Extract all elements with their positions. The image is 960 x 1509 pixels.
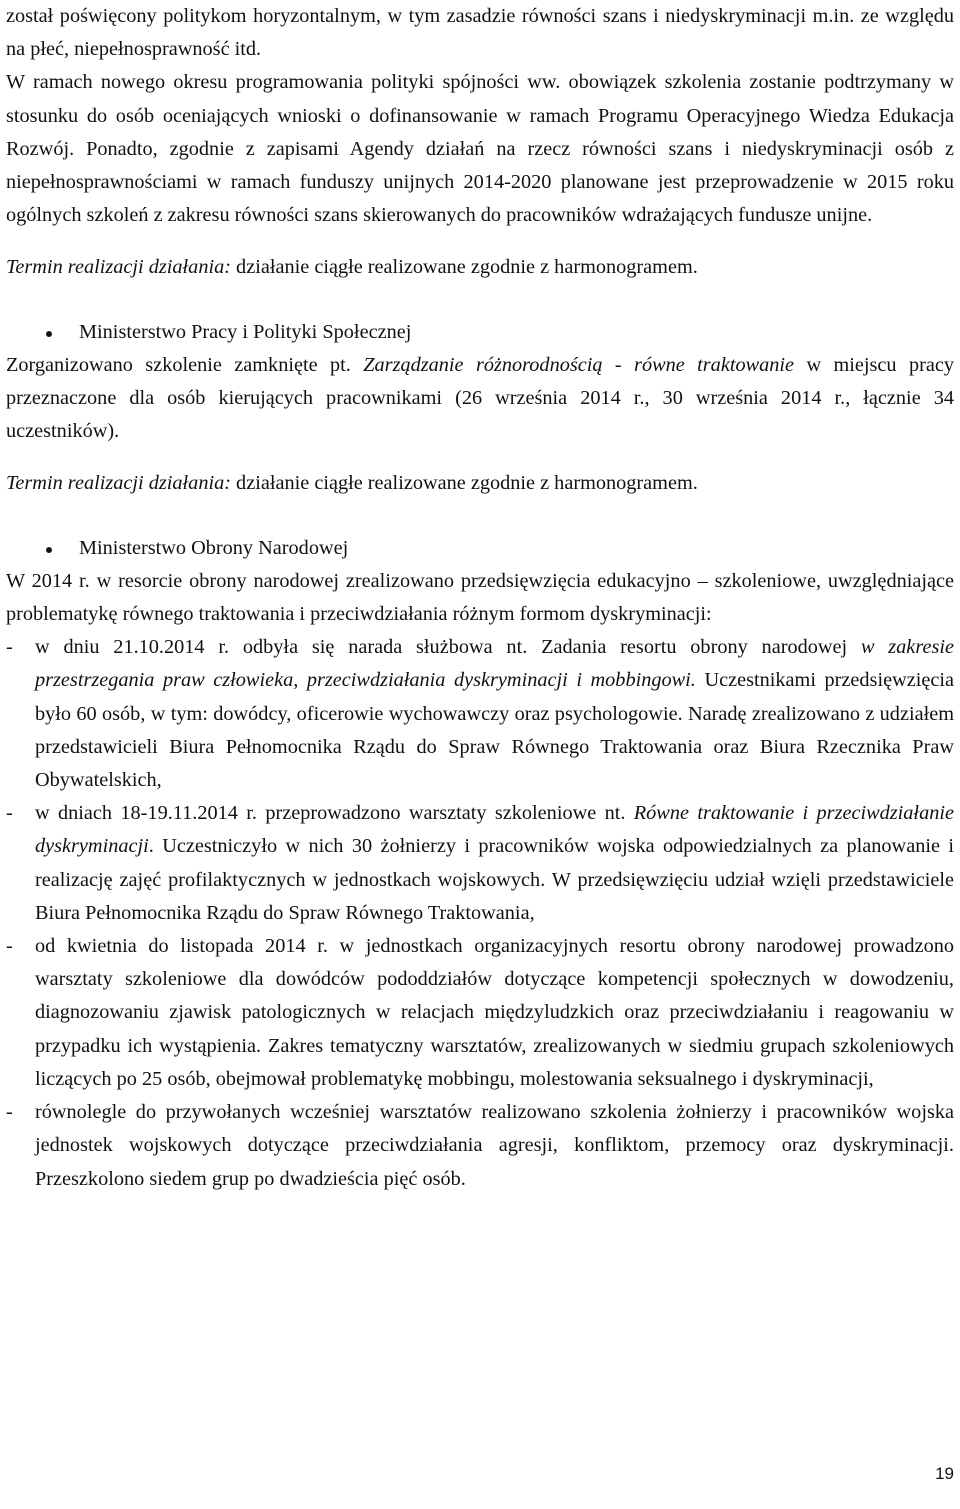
list-item: [6, 797, 954, 930]
dash-marker: -: [6, 636, 13, 659]
item2-text-b: . Uczestniczyło w nich 30 żołnierzy i pracowników wojska odpowiedzialnych za planowanie i realizację zajęć profilaktycznych w jednostkach wojskowych. W przedsięwzięciu udział wzięli przedstawiciele Biura Pełnomocnika Rządu do Spraw Równego Traktowania,: [35, 835, 954, 924]
page-number: 19: [935, 1464, 954, 1483]
term-line-2: [6, 467, 954, 500]
list-item: [6, 631, 954, 797]
list-item: [6, 930, 954, 1096]
bullet-icon: [46, 547, 52, 553]
intro-paragraph: W ramach nowego okresu programowania polityki spójności ww. obowiązek szkolenia zostanie podtrzymany w stosunku do osób oceniających wnioski o dofinansowanie w ramach Programu Operacyjnego Wiedza Edukacja Rozwój. Ponadto, zgodnie z zapisami Agendy działań na rzecz równości szans i niedyskryminacji osób z niepełnosprawnościami w ramach funduszy unijnych 2014-2020 planowane jest przeprowadzenie w 2015 roku ogólnych szkoleń z zakresu równości szans skierowanych do pracowników wdrażających fundusze unijne.: [6, 71, 954, 227]
section-heading-mpips-text: Ministerstwo Pracy i Polityki Społecznej: [79, 320, 412, 343]
mpips-text-b: w miejscu pracy przeznaczone dla osób kierujących pracownikami (26 września 2014 r., 30 września 2014 r., łącznie 34 uczestników).: [6, 353, 954, 443]
section-heading-mon-text: Ministerstwo Obrony Narodowej: [79, 536, 349, 559]
term-line-1: [6, 251, 954, 284]
item3-text: od kwietnia do listopada 2014 r. w jednostkach organizacyjnych resortu obrony narodowej prowadzono warsztaty szkoleniowe dla dowódców pododdziałów dotyczące kompetencji społecznych w dowodzeniu, diagnozowaniu zjawisk patologicznych w relacjach międzyludzkich oraz przeciwdziałaniu i reagowaniu w przypadku ich wystąpienia. Zakres tematyczny warsztatów, zrealizowanych w siedmiu grupach szkoleniowych liczących po 25 osób, obejmował problematykę mobbingu, molestowania seksualnego i dyskryminacji,: [35, 935, 954, 1090]
item2-topic: Równe traktowanie i przeciwdziałanie dyskryminacji: [35, 802, 954, 858]
dash-marker: -: [6, 802, 13, 825]
mon-intro: W 2014 r. w resorcie obrony narodowej zrealizowano przedsięwzięcia edukacyjno – szkoleniowe, uwzględniające problematykę równego traktowania i przeciwdziałania różnym formom dyskryminacji:: [6, 569, 954, 626]
list-item: [6, 1096, 954, 1196]
section-heading-mon: [6, 532, 954, 565]
document-page: [6, 0, 954, 1196]
item1-topic: w zakresie przestrzegania praw człowieka, przeciwdziałania dyskryminacji i mobbingowi.: [35, 636, 954, 692]
item2-text-a: w dniach 18-19.11.2014 r. przeprowadzono warsztaty szkoleniowe nt.: [35, 802, 634, 825]
mpips-training-title: Zarządzanie różnorodnością - równe traktowanie: [363, 353, 795, 376]
dash-marker: -: [6, 935, 13, 958]
intro-paragraph-continued: został poświęcony politykom horyzontalnym, w tym zasadzie równości szans i niedyskryminacji m.in. ze względu na płeć, niepełnosprawność itd.: [6, 5, 954, 61]
term-label: Termin realizacji działania:: [6, 256, 231, 279]
term-text: działanie ciągłe realizowane zgodnie z harmonogramem.: [230, 472, 698, 495]
item1-text-a: w dniu 21.10.2014 r. odbyła się narada służbowa nt. Zadania resortu obrony narodowej: [35, 636, 861, 659]
item4-text: równolegle do przywołanych wcześniej warsztatów realizowano szkolenia żołnierzy i pracowników wojska jednostek wojskowych dotyczące przeciwdziałania agresji, konfliktom, przemocy oraz dyskryminacji. Przeszkolono siedem grup po dwadzieścia pięć osób.: [35, 1101, 954, 1190]
mpips-text-a: Zorganizowano szkolenie zamknięte pt.: [6, 353, 364, 376]
item1-text-b: Uczestnikami przedsięwzięcia było 60 osób, w tym: dowódcy, oficerowie wychowawczy oraz psychologowie. Naradę zrealizowano z udziałem przedstawicieli Biura Pełnomocnika Rządu do Spraw Równego Traktowania oraz Biura Rzecznika Praw Obywatelskich,: [35, 669, 955, 792]
term-label: Termin realizacji działania:: [6, 472, 231, 495]
section-heading-mpips: [6, 316, 954, 349]
term-text: działanie ciągłe realizowane zgodnie z harmonogramem.: [230, 256, 698, 279]
bullet-icon: [46, 331, 52, 337]
dash-marker: -: [6, 1101, 13, 1124]
mpips-paragraph: [6, 349, 954, 449]
